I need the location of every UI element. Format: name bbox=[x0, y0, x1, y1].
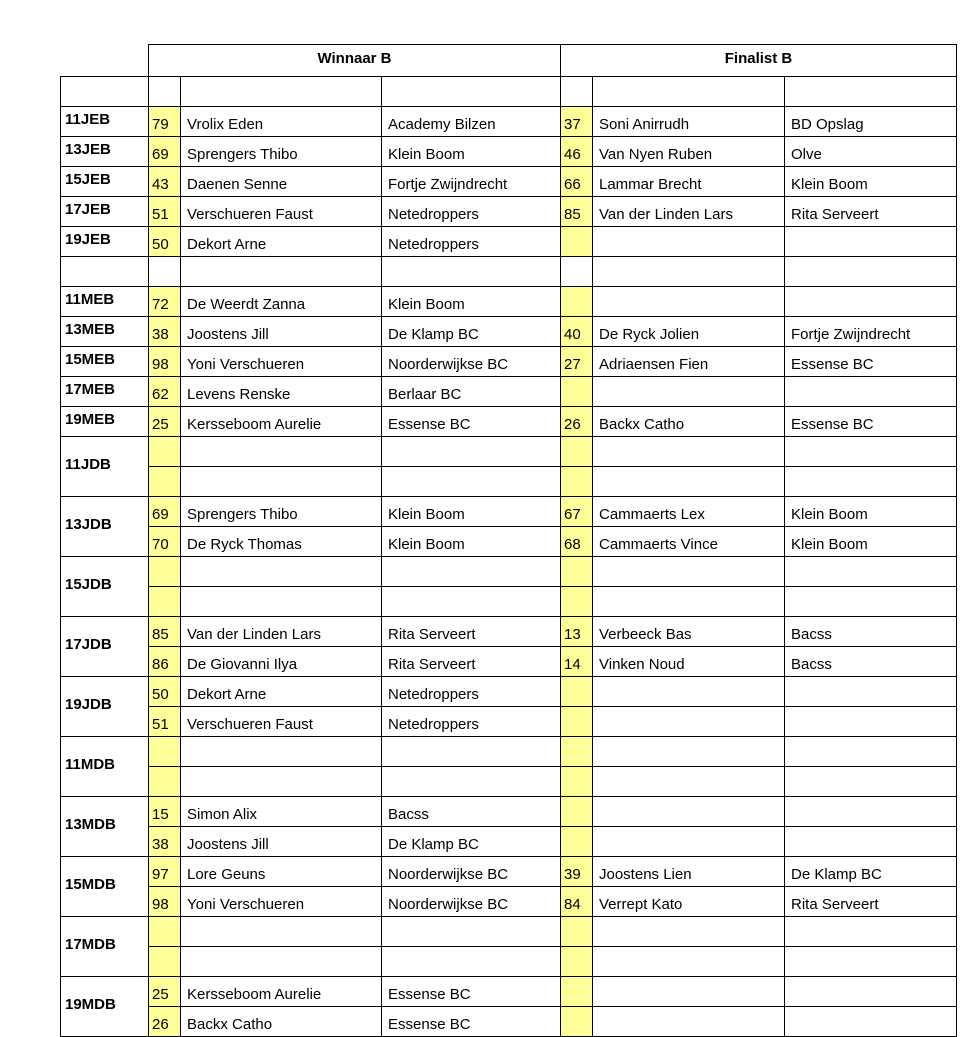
finalist-club: Bacss bbox=[785, 616, 957, 646]
finalist-number bbox=[561, 736, 593, 766]
winner-club bbox=[382, 766, 561, 796]
winner-number: 38 bbox=[149, 316, 181, 346]
finalist-club bbox=[785, 976, 957, 1006]
finalist-club: Bacss bbox=[785, 646, 957, 676]
corner-cell bbox=[61, 45, 149, 77]
finalist-name: Lammar Brecht bbox=[593, 166, 785, 196]
winner-club: De Klamp BC bbox=[382, 316, 561, 346]
finalist-name: Joostens Lien bbox=[593, 856, 785, 886]
finalist-club bbox=[785, 766, 957, 796]
winner-number: 72 bbox=[149, 286, 181, 316]
winner-number: 26 bbox=[149, 1006, 181, 1036]
spacer-cell bbox=[382, 256, 561, 286]
winner-name: Sprengers Thibo bbox=[181, 136, 382, 166]
winner-name: Kersseboom Aurelie bbox=[181, 976, 382, 1006]
doubles-row bbox=[61, 976, 957, 1006]
winner-number bbox=[149, 736, 181, 766]
spacer-cell bbox=[561, 256, 593, 286]
winner-name bbox=[181, 736, 382, 766]
singles-row bbox=[61, 346, 957, 376]
doubles-row bbox=[61, 526, 957, 556]
doubles-row bbox=[61, 766, 957, 796]
winner-club: Noorderwijkse BC bbox=[382, 346, 561, 376]
finalist-name: Verbeeck Bas bbox=[593, 616, 785, 646]
winner-number: 86 bbox=[149, 646, 181, 676]
winner-name bbox=[181, 766, 382, 796]
finalist-number bbox=[561, 916, 593, 946]
finalist-club bbox=[785, 796, 957, 826]
spacer-row-middle bbox=[61, 256, 957, 286]
finalist-number bbox=[561, 466, 593, 496]
finalist-name bbox=[593, 466, 785, 496]
doubles-row bbox=[61, 646, 957, 676]
category-label: 11MDB bbox=[61, 736, 149, 796]
finalist-club bbox=[785, 586, 957, 616]
finalist-club: Rita Serveert bbox=[785, 886, 957, 916]
finalist-club bbox=[785, 736, 957, 766]
category-label: 13MEB bbox=[61, 316, 149, 346]
winner-number: 15 bbox=[149, 796, 181, 826]
finalist-number: 39 bbox=[561, 856, 593, 886]
winner-name bbox=[181, 436, 382, 466]
winner-number: 62 bbox=[149, 376, 181, 406]
finalist-club bbox=[785, 826, 957, 856]
singles-row bbox=[61, 316, 957, 346]
singles-row bbox=[61, 376, 957, 406]
finalist-name bbox=[593, 736, 785, 766]
winner-number bbox=[149, 946, 181, 976]
category-label: 17JEB bbox=[61, 196, 149, 226]
winner-name bbox=[181, 946, 382, 976]
finalist-number bbox=[561, 706, 593, 736]
winner-name bbox=[181, 466, 382, 496]
winner-number: 38 bbox=[149, 826, 181, 856]
category-label: 17MEB bbox=[61, 376, 149, 406]
finalist-name: Van der Linden Lars bbox=[593, 196, 785, 226]
doubles-row bbox=[61, 886, 957, 916]
finalist-name bbox=[593, 676, 785, 706]
winner-name: Backx Catho bbox=[181, 1006, 382, 1036]
winner-number: 69 bbox=[149, 136, 181, 166]
winner-number: 69 bbox=[149, 496, 181, 526]
winner-number: 50 bbox=[149, 226, 181, 256]
doubles-row bbox=[61, 466, 957, 496]
finalist-club bbox=[785, 1006, 957, 1036]
doubles-row bbox=[61, 616, 957, 646]
winner-number: 50 bbox=[149, 676, 181, 706]
winner-name: De Weerdt Zanna bbox=[181, 286, 382, 316]
spacer-cell bbox=[382, 76, 561, 106]
winner-name: Kersseboom Aurelie bbox=[181, 406, 382, 436]
category-label: 17MDB bbox=[61, 916, 149, 976]
spacer-cell bbox=[593, 76, 785, 106]
singles-row bbox=[61, 406, 957, 436]
winner-name: Lore Geuns bbox=[181, 856, 382, 886]
finalist-number: 14 bbox=[561, 646, 593, 676]
winner-number: 51 bbox=[149, 706, 181, 736]
finalist-name: Vinken Noud bbox=[593, 646, 785, 676]
winner-club bbox=[382, 736, 561, 766]
spacer-cell bbox=[181, 256, 382, 286]
category-label: 19MEB bbox=[61, 406, 149, 436]
finalist-name bbox=[593, 1006, 785, 1036]
winner-club: Noorderwijkse BC bbox=[382, 856, 561, 886]
winner-number: 98 bbox=[149, 346, 181, 376]
finalist-number: 85 bbox=[561, 196, 593, 226]
winner-club: Netedroppers bbox=[382, 706, 561, 736]
winner-name: Levens Renske bbox=[181, 376, 382, 406]
finalist-number bbox=[561, 436, 593, 466]
spacer-cell bbox=[593, 256, 785, 286]
spacer-num-cell bbox=[149, 256, 181, 286]
winner-club: De Klamp BC bbox=[382, 826, 561, 856]
winner-name: Van der Linden Lars bbox=[181, 616, 382, 646]
finalist-number: 84 bbox=[561, 886, 593, 916]
winner-club: Netedroppers bbox=[382, 196, 561, 226]
winner-club: Rita Serveert bbox=[382, 646, 561, 676]
category-label: 15JEB bbox=[61, 166, 149, 196]
doubles-row bbox=[61, 736, 957, 766]
finalist-name bbox=[593, 226, 785, 256]
winner-number bbox=[149, 436, 181, 466]
finalist-club: Rita Serveert bbox=[785, 196, 957, 226]
winner-name: Dekort Arne bbox=[181, 676, 382, 706]
doubles-row bbox=[61, 496, 957, 526]
doubles-row bbox=[61, 1006, 957, 1036]
finalist-number: 68 bbox=[561, 526, 593, 556]
finalist-name bbox=[593, 286, 785, 316]
finalist-number: 26 bbox=[561, 406, 593, 436]
finalist-name: Soni Anirrudh bbox=[593, 106, 785, 136]
finalist-name: Adriaensen Fien bbox=[593, 346, 785, 376]
finalist-name bbox=[593, 946, 785, 976]
spacer-cell bbox=[785, 76, 957, 106]
finalist-number bbox=[561, 766, 593, 796]
winner-club: Netedroppers bbox=[382, 226, 561, 256]
winner-number bbox=[149, 586, 181, 616]
winner-club: Klein Boom bbox=[382, 136, 561, 166]
winner-club: Netedroppers bbox=[382, 676, 561, 706]
finalist-name bbox=[593, 796, 785, 826]
finalist-name bbox=[593, 916, 785, 946]
winner-number bbox=[149, 916, 181, 946]
category-label: 15MDB bbox=[61, 856, 149, 916]
winner-club: Bacss bbox=[382, 796, 561, 826]
category-label: 19JEB bbox=[61, 226, 149, 256]
finalist-number: 66 bbox=[561, 166, 593, 196]
finalist-number bbox=[561, 976, 593, 1006]
finalist-number bbox=[561, 586, 593, 616]
winner-name: Simon Alix bbox=[181, 796, 382, 826]
winner-club bbox=[382, 946, 561, 976]
winner-club: Berlaar BC bbox=[382, 376, 561, 406]
winner-name: De Giovanni Ilya bbox=[181, 646, 382, 676]
spacer-row-top bbox=[61, 76, 957, 106]
winner-name: Yoni Verschueren bbox=[181, 346, 382, 376]
winner-number: 85 bbox=[149, 616, 181, 646]
category-label: 19MDB bbox=[61, 976, 149, 1036]
finalist-number: 67 bbox=[561, 496, 593, 526]
doubles-row bbox=[61, 826, 957, 856]
finalist-number bbox=[561, 286, 593, 316]
category-label: 13JDB bbox=[61, 496, 149, 556]
category-label: 11MEB bbox=[61, 286, 149, 316]
winner-name: Verschueren Faust bbox=[181, 706, 382, 736]
winner-number: 79 bbox=[149, 106, 181, 136]
finalist-name: Backx Catho bbox=[593, 406, 785, 436]
finalist-number bbox=[561, 676, 593, 706]
finalist-club: BD Opslag bbox=[785, 106, 957, 136]
finalist-number bbox=[561, 826, 593, 856]
finalist-club: Olve bbox=[785, 136, 957, 166]
finalist-number: 37 bbox=[561, 106, 593, 136]
doubles-row bbox=[61, 946, 957, 976]
winner-name: Vrolix Eden bbox=[181, 106, 382, 136]
winner-number: 98 bbox=[149, 886, 181, 916]
winner-number: 25 bbox=[149, 406, 181, 436]
winner-club: Klein Boom bbox=[382, 526, 561, 556]
winner-club: Klein Boom bbox=[382, 496, 561, 526]
finalist-header: Finalist B bbox=[561, 45, 957, 77]
finalist-club: Essense BC bbox=[785, 406, 957, 436]
finalist-number: 40 bbox=[561, 316, 593, 346]
winner-club: Rita Serveert bbox=[382, 616, 561, 646]
finalist-club bbox=[785, 706, 957, 736]
finalist-name bbox=[593, 436, 785, 466]
winner-name: De Ryck Thomas bbox=[181, 526, 382, 556]
singles-row bbox=[61, 286, 957, 316]
singles-row bbox=[61, 136, 957, 166]
finalist-club: Klein Boom bbox=[785, 496, 957, 526]
singles-row bbox=[61, 226, 957, 256]
finalist-name: Cammaerts Lex bbox=[593, 496, 785, 526]
finalist-club: De Klamp BC bbox=[785, 856, 957, 886]
winner-number: 51 bbox=[149, 196, 181, 226]
spacer-cell bbox=[61, 256, 149, 286]
category-label: 15MEB bbox=[61, 346, 149, 376]
winner-name: Dekort Arne bbox=[181, 226, 382, 256]
singles-row bbox=[61, 196, 957, 226]
doubles-row bbox=[61, 586, 957, 616]
finalist-number bbox=[561, 226, 593, 256]
finalist-name bbox=[593, 766, 785, 796]
winner-header: Winnaar B bbox=[149, 45, 561, 77]
doubles-row bbox=[61, 706, 957, 736]
category-label: 17JDB bbox=[61, 616, 149, 676]
spacer-num-cell bbox=[149, 76, 181, 106]
finalist-club bbox=[785, 226, 957, 256]
doubles-row bbox=[61, 676, 957, 706]
winner-name bbox=[181, 556, 382, 586]
finalist-name: Cammaerts Vince bbox=[593, 526, 785, 556]
finalist-club bbox=[785, 466, 957, 496]
finalist-name bbox=[593, 376, 785, 406]
results-table bbox=[60, 44, 957, 1037]
winner-club: Klein Boom bbox=[382, 286, 561, 316]
finalist-name: Van Nyen Ruben bbox=[593, 136, 785, 166]
winner-club: Essense BC bbox=[382, 1006, 561, 1036]
finalist-name: Verrept Kato bbox=[593, 886, 785, 916]
winner-club: Essense BC bbox=[382, 976, 561, 1006]
winner-number: 43 bbox=[149, 166, 181, 196]
winner-number bbox=[149, 766, 181, 796]
category-label: 19JDB bbox=[61, 676, 149, 736]
category-label: 13JEB bbox=[61, 136, 149, 166]
winner-name bbox=[181, 586, 382, 616]
header-row bbox=[61, 45, 957, 77]
winner-club bbox=[382, 916, 561, 946]
doubles-row bbox=[61, 856, 957, 886]
winner-name: Joostens Jill bbox=[181, 826, 382, 856]
doubles-row bbox=[61, 436, 957, 466]
winner-number: 25 bbox=[149, 976, 181, 1006]
finalist-name bbox=[593, 826, 785, 856]
winner-name: Verschueren Faust bbox=[181, 196, 382, 226]
winner-number bbox=[149, 556, 181, 586]
winner-club bbox=[382, 556, 561, 586]
finalist-club bbox=[785, 676, 957, 706]
singles-row bbox=[61, 106, 957, 136]
finalist-name bbox=[593, 586, 785, 616]
category-label: 11JEB bbox=[61, 106, 149, 136]
winner-name bbox=[181, 916, 382, 946]
finalist-name bbox=[593, 556, 785, 586]
finalist-club: Fortje Zwijndrecht bbox=[785, 316, 957, 346]
winner-number: 97 bbox=[149, 856, 181, 886]
doubles-row bbox=[61, 796, 957, 826]
winner-club bbox=[382, 586, 561, 616]
category-label: 11JDB bbox=[61, 436, 149, 496]
spacer-cell bbox=[181, 76, 382, 106]
finalist-name: De Ryck Jolien bbox=[593, 316, 785, 346]
finalist-club: Klein Boom bbox=[785, 166, 957, 196]
doubles-row bbox=[61, 916, 957, 946]
finalist-club bbox=[785, 376, 957, 406]
finalist-club bbox=[785, 286, 957, 316]
winner-club bbox=[382, 466, 561, 496]
singles-row bbox=[61, 166, 957, 196]
finalist-club bbox=[785, 916, 957, 946]
finalist-number bbox=[561, 376, 593, 406]
winner-club bbox=[382, 436, 561, 466]
finalist-club: Klein Boom bbox=[785, 526, 957, 556]
finalist-number: 46 bbox=[561, 136, 593, 166]
winner-number: 70 bbox=[149, 526, 181, 556]
category-label: 13MDB bbox=[61, 796, 149, 856]
finalist-club bbox=[785, 436, 957, 466]
winner-club: Fortje Zwijndrecht bbox=[382, 166, 561, 196]
finalist-name bbox=[593, 976, 785, 1006]
doubles-row bbox=[61, 556, 957, 586]
category-label: 15JDB bbox=[61, 556, 149, 616]
finalist-club bbox=[785, 946, 957, 976]
winner-club: Essense BC bbox=[382, 406, 561, 436]
finalist-number: 27 bbox=[561, 346, 593, 376]
finalist-number bbox=[561, 556, 593, 586]
winner-name: Yoni Verschueren bbox=[181, 886, 382, 916]
winner-number bbox=[149, 466, 181, 496]
finalist-club bbox=[785, 556, 957, 586]
finalist-number: 13 bbox=[561, 616, 593, 646]
finalist-name bbox=[593, 706, 785, 736]
winner-name: Sprengers Thibo bbox=[181, 496, 382, 526]
finalist-number bbox=[561, 946, 593, 976]
winner-club: Noorderwijkse BC bbox=[382, 886, 561, 916]
winner-club: Academy Bilzen bbox=[382, 106, 561, 136]
winner-name: Joostens Jill bbox=[181, 316, 382, 346]
finalist-number bbox=[561, 1006, 593, 1036]
spacer-cell bbox=[785, 256, 957, 286]
winner-name: Daenen Senne bbox=[181, 166, 382, 196]
finalist-number bbox=[561, 796, 593, 826]
spacer-cell bbox=[561, 76, 593, 106]
spacer-cell bbox=[61, 76, 149, 106]
finalist-club: Essense BC bbox=[785, 346, 957, 376]
